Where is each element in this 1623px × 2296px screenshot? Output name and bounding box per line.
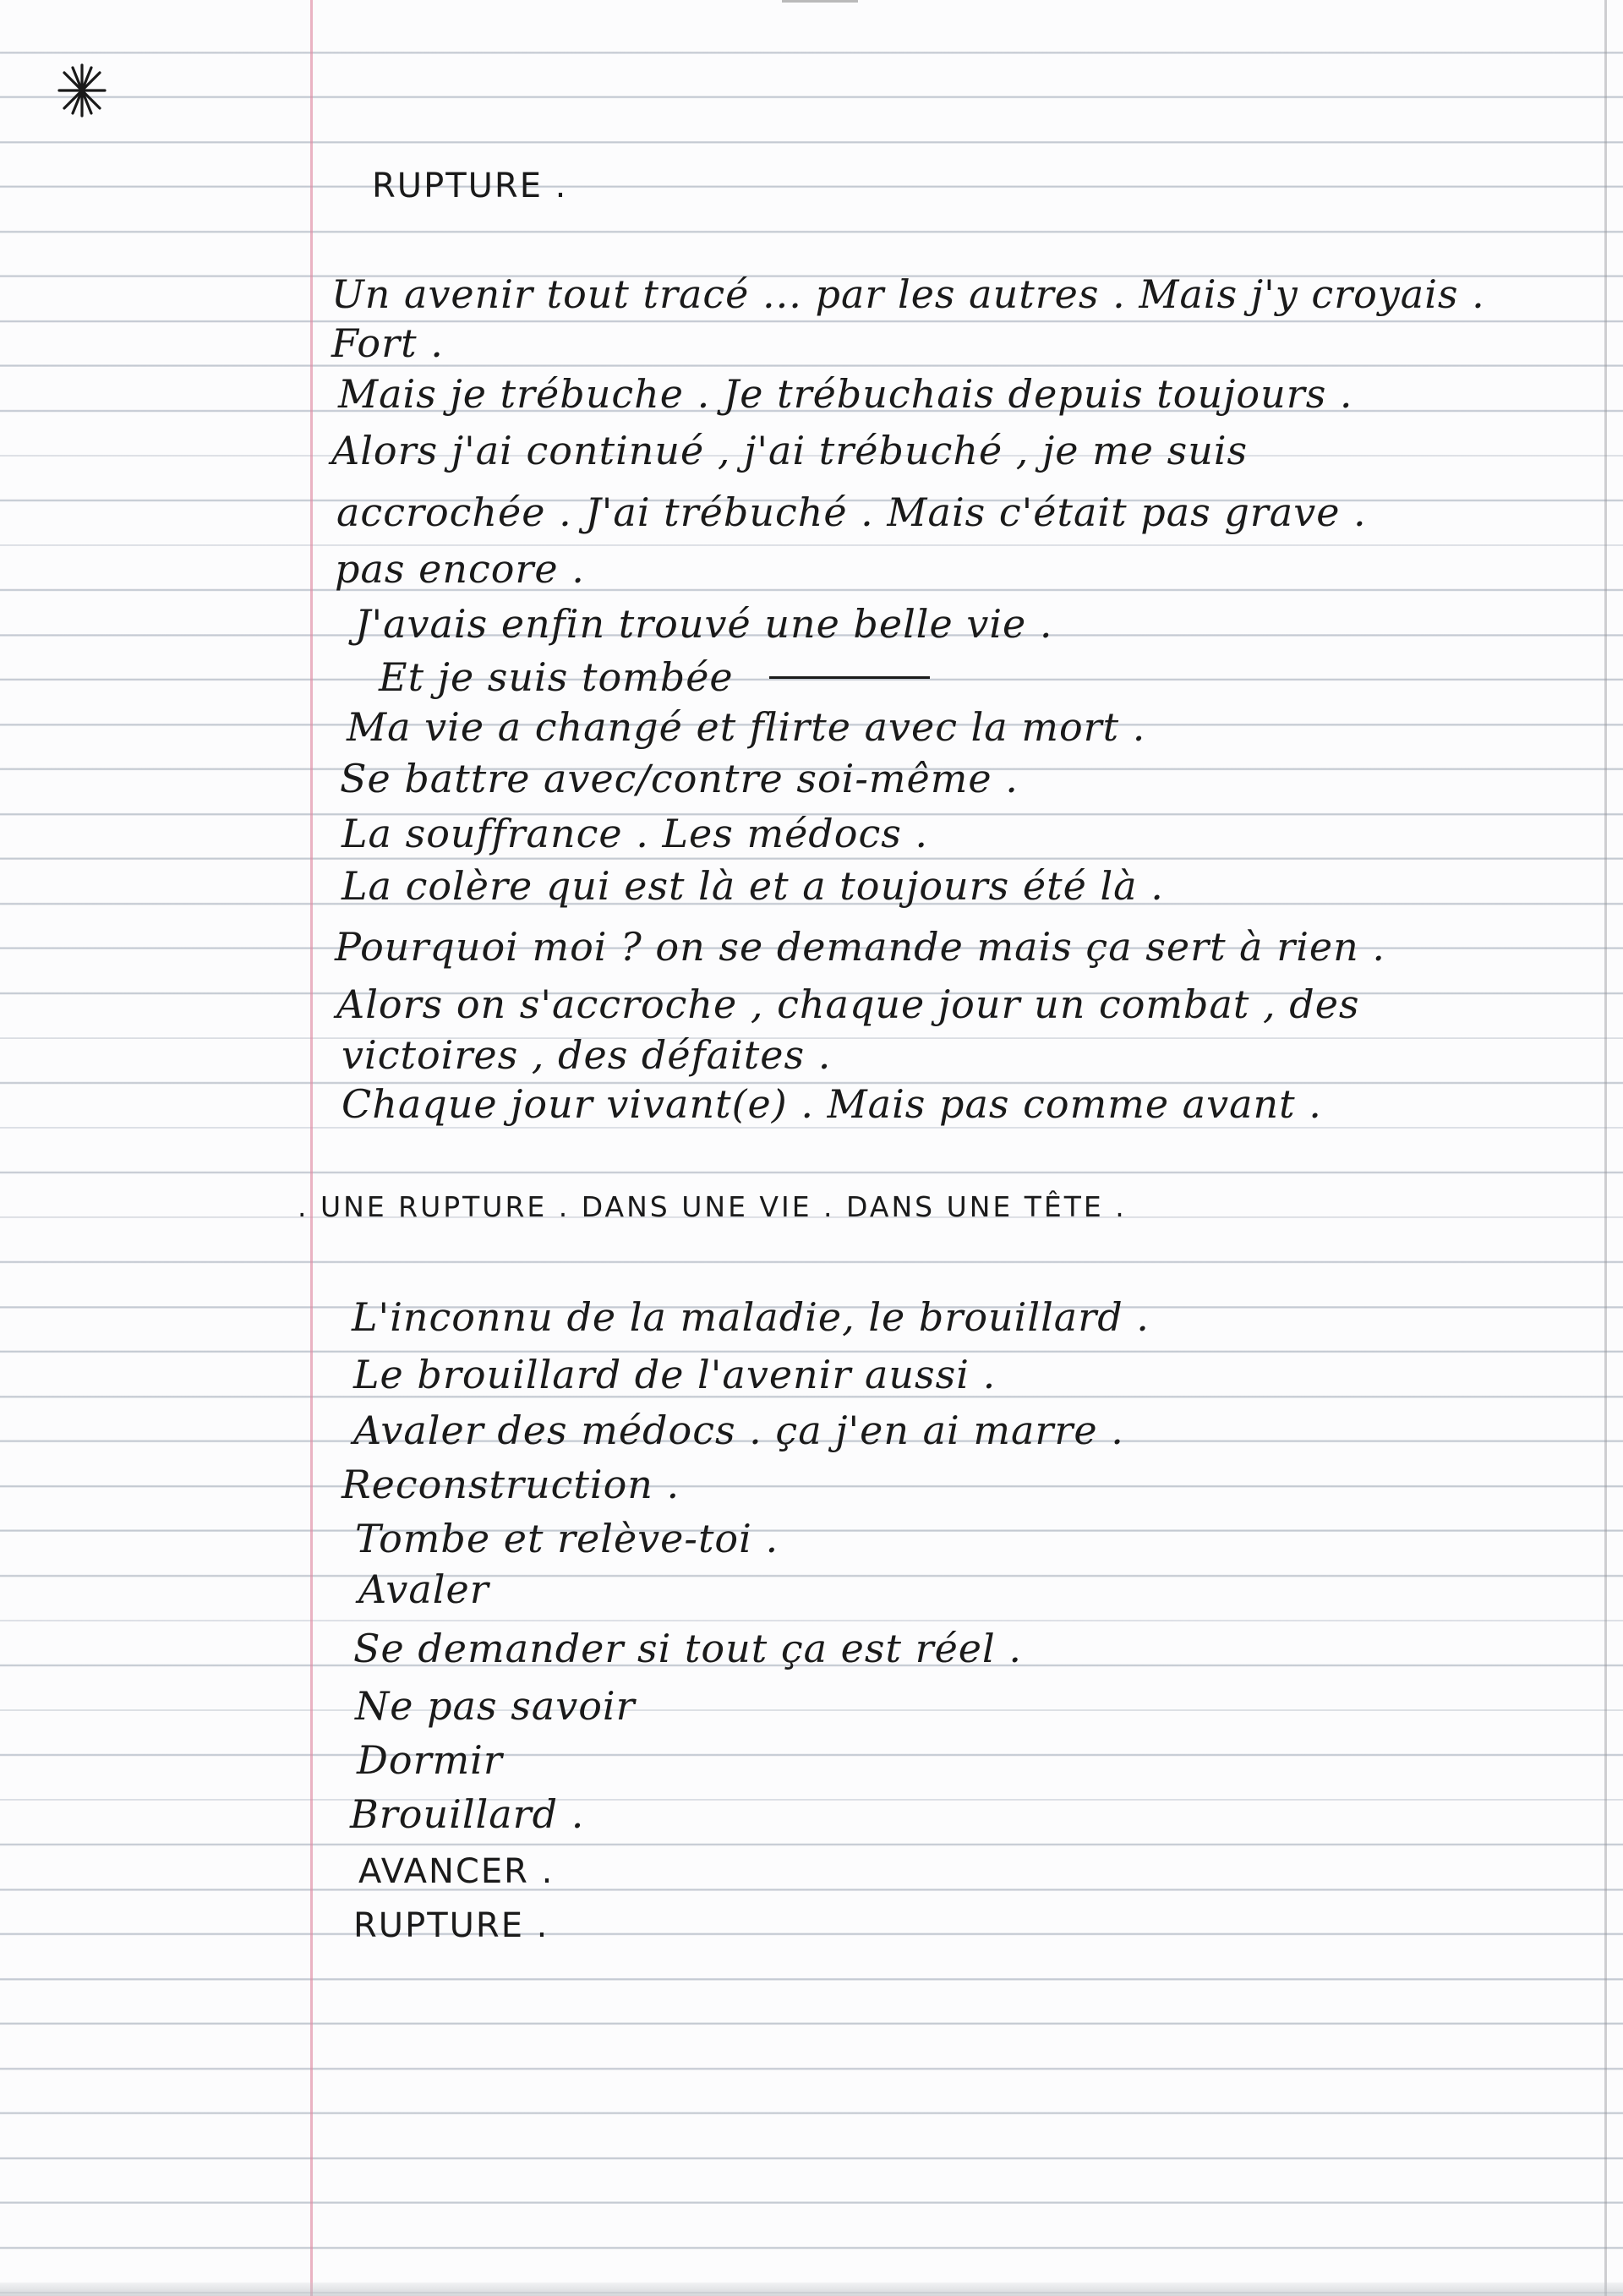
text-line: Se battre avec/contre soi-même . <box>340 756 1019 801</box>
text-line: La souffrance . Les médocs . <box>342 811 929 856</box>
text-line: Et je suis tombée <box>379 654 734 700</box>
text-line: pas encore . <box>335 546 585 592</box>
text-line: Ma vie a changé et flirte avec la mort . <box>347 704 1146 750</box>
text-line: Le brouillard de l'avenir aussi . <box>353 1352 997 1397</box>
text-line: Ne pas savoir <box>355 1683 636 1729</box>
text-line: La colère qui est là et a toujours été là . <box>342 863 1164 909</box>
text-line: Tombe et relève-toi . <box>355 1516 779 1561</box>
text-line: accrochée . J'ai trébuché . Mais c'était pas grave . <box>336 489 1367 535</box>
text-line: Fort . <box>331 320 444 366</box>
text-line: Avaler <box>358 1566 489 1612</box>
margin-line <box>310 0 313 2296</box>
text-line: victoires , des défaites . <box>342 1032 832 1078</box>
text-line: Pourquoi moi ? on se demande mais ça sert à rien . <box>335 924 1386 970</box>
text-line: Se demander si tout ça est réel . <box>353 1626 1022 1671</box>
text-line: Dormir <box>357 1737 503 1783</box>
text-line: AVANCER . <box>358 1852 555 1891</box>
text-line: L'inconnu de la maladie, le brouillard . <box>352 1294 1150 1340</box>
document-title: RUPTURE . <box>372 167 568 205</box>
text-line: RUPTURE . <box>353 1906 549 1945</box>
text-line: Reconstruction . <box>342 1462 680 1507</box>
text-line: Alors on s'accroche , chaque jour un combat , des <box>336 981 1360 1027</box>
text-line: Un avenir tout tracé ... par les autres . Mais j'y croyais . <box>331 271 1485 317</box>
section-heading: . UNE RUPTURE . DANS UNE VIE . DANS UNE TÊTE . <box>298 1190 1127 1223</box>
page-right-edge <box>1604 0 1607 2296</box>
dash-stroke <box>769 676 930 679</box>
page-bottom-edge <box>0 2282 1623 2296</box>
text-line: J'avais enfin trouvé une belle vie . <box>355 601 1053 647</box>
text-line: Alors j'ai continué , j'ai trébuché , je me suis <box>331 428 1249 473</box>
text-line: Chaque jour vivant(e) . Mais pas comme avant . <box>342 1081 1322 1127</box>
text-line: Avaler des médocs . ça j'en ai marre . <box>353 1408 1124 1453</box>
text-line: Mais je trébuche . Je trébuchais depuis toujours . <box>338 371 1353 417</box>
text-line: Brouillard . <box>350 1791 585 1837</box>
page-edge-mark <box>782 0 858 3</box>
asterisk-star-icon <box>52 61 112 120</box>
